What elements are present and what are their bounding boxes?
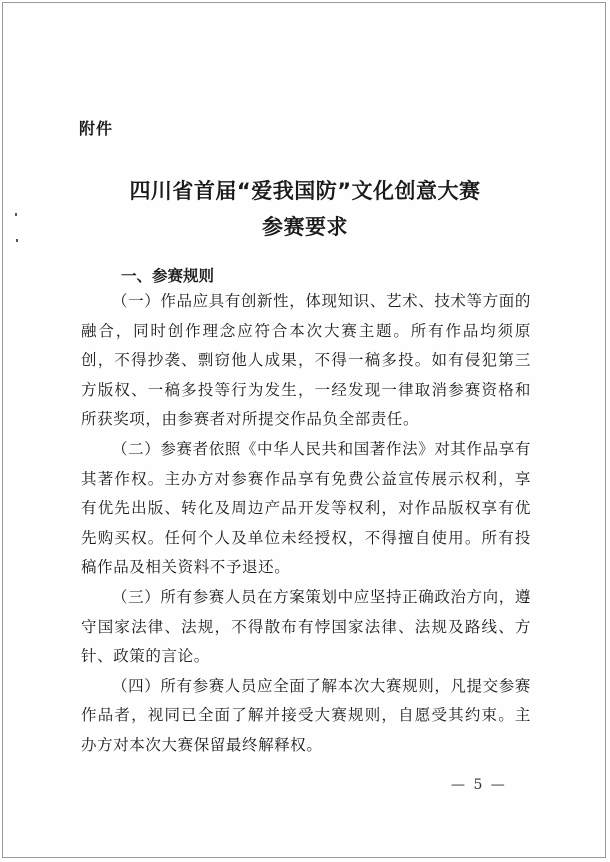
paragraph-rule-2: （二）参赛者依照《中华人民共和国著作法》对其作品享有其著作权。主办方对参赛作品享有免费公益宣传展示权利，享有优先出版、转化及周边产品开发等权利，对作品版权享有优先购买权。任何个人及单位未经授权，不得擅自使用。所有投稿作品及相关资料不予退还。 — [81, 439, 531, 577]
section-body — [81, 287, 531, 761]
document-page — [2, 2, 606, 858]
page-number: — 5 — — [451, 777, 507, 793]
paragraph-rule-4: （四）所有参赛人员应全面了解本次大赛规则，凡提交参赛作品者，视同已全面了解并接受大赛规则，自愿受其约束。主办方对本次大赛保留最终解释权。 — [81, 676, 531, 754]
paragraph-rule-3: （三）所有参赛人员在方案策划中应坚持正确政治方向，遵守国家法律、法规，不得散布有悖国家法律、法规及路线、方针、政策的言论。 — [81, 587, 531, 666]
document-title: 四川省首届“爱我国防”文化创意大赛 — [129, 179, 481, 203]
section-heading: 一、参赛规则 — [121, 267, 215, 285]
paragraph-rule-1: （一）作品应具有创新性，体现知识、艺术、技术等方面的融合，同时创作理念应符合本次大赛主题。所有作品均须原创，不得抄袭、剽窃他人成果，不得一稿多投。如有侵犯第三方版权、一稿多投等行为发生，一经发现一律取消参赛资格和所获奖项，由参赛者对所提交作品负全部责任。 — [81, 292, 531, 429]
document-subtitle: 参赛要求 — [262, 215, 348, 239]
attachment-label: 附件 — [79, 119, 114, 138]
